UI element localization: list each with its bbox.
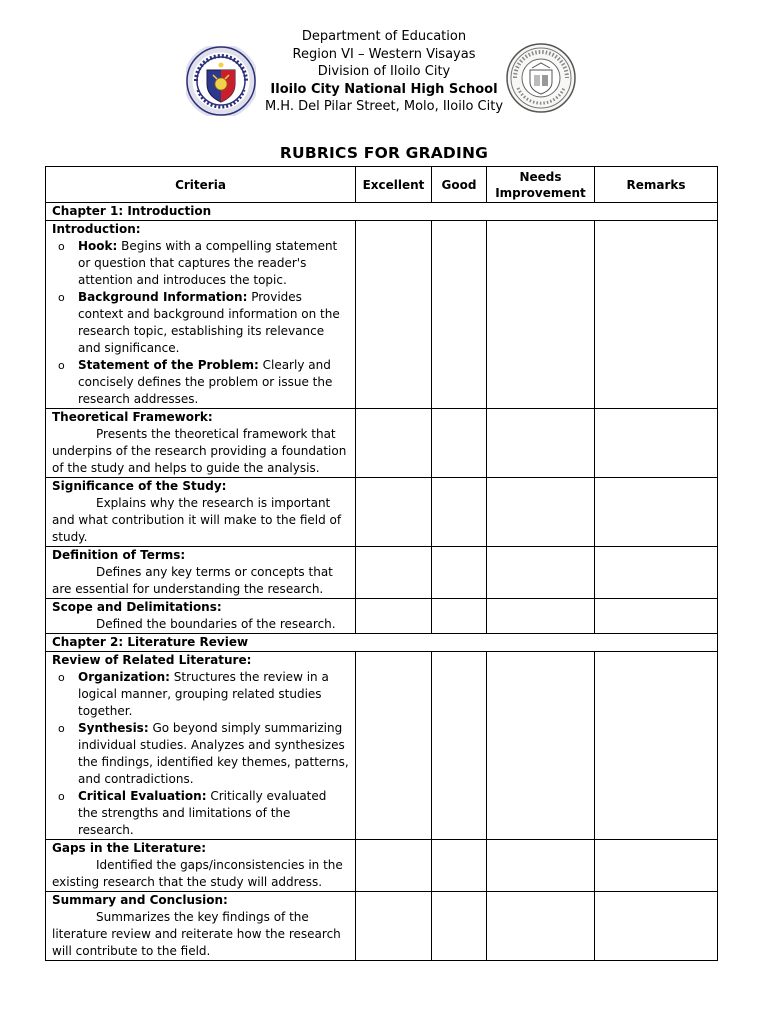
table-row	[46, 892, 718, 961]
list-item	[78, 720, 349, 788]
score-cell-good[interactable]	[432, 221, 487, 409]
score-cell-needs-improvement[interactable]	[487, 547, 595, 599]
region-name: Region VI – Western Visayas	[292, 46, 476, 62]
list-item	[78, 669, 349, 720]
column-header-excellent: Excellent	[356, 167, 432, 203]
section-title: Scope and Delimitations:	[52, 600, 222, 614]
section-description: Identified the gaps/inconsistencies in the existing research that the study will address.	[52, 858, 343, 889]
criteria-list	[52, 238, 349, 408]
school-address: M.H. Del Pilar Street, Molo, Iloilo City	[264, 99, 504, 114]
document-header	[0, 26, 768, 121]
section-title: Gaps in the Literature:	[52, 841, 207, 855]
section-description: Presents the theoretical framework that underpins of the research providing a foundation of the study and helps to guide the analysis.	[52, 427, 347, 475]
table-row	[46, 547, 718, 599]
remarks-cell[interactable]	[595, 221, 718, 409]
score-cell-excellent[interactable]	[356, 892, 432, 961]
score-cell-good[interactable]	[432, 478, 487, 547]
criterion-term: Critical Evaluation:	[78, 789, 207, 803]
rubric-table	[45, 166, 718, 961]
criterion-desc: Provides context and background information on the research topic, establishing its relevance and significance.	[78, 290, 340, 355]
score-cell-needs-improvement[interactable]	[487, 478, 595, 547]
remarks-cell[interactable]	[595, 652, 718, 840]
criterion-desc: Go beyond simply summarizing individual studies. Analyzes and synthesizes the findings, identified key themes, patterns, and contradictions.	[78, 721, 349, 786]
criterion-desc: Critically evaluated the strengths and limitations of the research.	[78, 789, 327, 837]
section-description: Explains why the research is important and what contribution it will make to the field of study.	[52, 496, 342, 544]
column-header-needs-improvement: Needs Improvement	[487, 167, 595, 203]
section-title: Summary and Conclusion:	[52, 893, 228, 907]
document-title: RUBRICS FOR GRADING	[279, 144, 489, 162]
score-cell-excellent[interactable]	[356, 409, 432, 478]
list-item	[78, 238, 349, 289]
section-description: Summarizes the key findings of the literature review and reiterate how the research will contribute to the field.	[52, 910, 341, 958]
school-name: Iloilo City National High School	[270, 81, 498, 97]
table-row	[46, 652, 718, 840]
criterion-term: Hook:	[78, 239, 118, 253]
criteria-cell-introduction	[46, 221, 356, 409]
department-name: Department of Education	[301, 29, 467, 44]
criterion-term: Synthesis:	[78, 721, 149, 735]
remarks-cell[interactable]	[595, 409, 718, 478]
section-title: Theoretical Framework:	[52, 410, 213, 424]
score-cell-needs-improvement[interactable]	[487, 892, 595, 961]
chapter-row	[46, 203, 718, 221]
score-cell-excellent[interactable]	[356, 599, 432, 634]
table-row	[46, 478, 718, 547]
column-header-good: Good	[432, 167, 487, 203]
criteria-cell-scope	[46, 599, 356, 634]
score-cell-needs-improvement[interactable]	[487, 652, 595, 840]
criteria-cell-significance	[46, 478, 356, 547]
table-row	[46, 840, 718, 892]
section-description: Defines any key terms or concepts that are essential for understanding the research.	[52, 565, 333, 596]
list-item	[78, 788, 349, 839]
criteria-cell-framework	[46, 409, 356, 478]
score-cell-good[interactable]	[432, 409, 487, 478]
score-cell-excellent[interactable]	[356, 547, 432, 599]
score-cell-good[interactable]	[432, 599, 487, 634]
table-header-row	[46, 167, 718, 203]
deped-seal-icon	[186, 46, 256, 116]
score-cell-good[interactable]	[432, 892, 487, 961]
section-title: Significance of the Study:	[52, 479, 227, 493]
criteria-cell-rrl	[46, 652, 356, 840]
division-name: Division of Iloilo City	[317, 64, 451, 79]
column-header-remarks: Remarks	[595, 167, 718, 203]
score-cell-good[interactable]	[432, 547, 487, 599]
remarks-cell[interactable]	[595, 547, 718, 599]
header-text-block	[250, 28, 518, 116]
criterion-term: Statement of the Problem:	[78, 358, 259, 372]
score-cell-good[interactable]	[432, 652, 487, 840]
score-cell-needs-improvement[interactable]	[487, 409, 595, 478]
remarks-cell[interactable]	[595, 892, 718, 961]
column-header-criteria: Criteria	[46, 167, 356, 203]
chapter-1-label: Chapter 1: Introduction	[46, 203, 718, 221]
section-title: Definition of Terms:	[52, 548, 186, 562]
section-description: Defined the boundaries of the research.	[96, 617, 336, 631]
criteria-cell-definition	[46, 547, 356, 599]
remarks-cell[interactable]	[595, 478, 718, 547]
remarks-cell[interactable]	[595, 840, 718, 892]
remarks-cell[interactable]	[595, 599, 718, 634]
criterion-desc: Clearly and concisely defines the problem or issue the research addresses.	[78, 358, 333, 406]
table-row	[46, 221, 718, 409]
score-cell-needs-improvement[interactable]	[487, 840, 595, 892]
chapter-2-label: Chapter 2: Literature Review	[46, 634, 718, 652]
score-cell-excellent[interactable]	[356, 840, 432, 892]
list-item	[78, 357, 349, 408]
chapter-row	[46, 634, 718, 652]
school-seal-icon	[506, 42, 576, 114]
criterion-term: Background Information:	[78, 290, 248, 304]
criterion-term: Organization:	[78, 670, 170, 684]
score-cell-excellent[interactable]	[356, 478, 432, 547]
list-item	[78, 289, 349, 357]
score-cell-excellent[interactable]	[356, 221, 432, 409]
section-title: Review of Related Literature:	[52, 653, 252, 667]
table-row	[46, 409, 718, 478]
criterion-desc: Structures the review in a logical manner, grouping related studies together.	[78, 670, 329, 718]
score-cell-good[interactable]	[432, 840, 487, 892]
score-cell-needs-improvement[interactable]	[487, 221, 595, 409]
criteria-list	[52, 669, 349, 839]
criteria-cell-summary	[46, 892, 356, 961]
table-row	[46, 599, 718, 634]
section-title: Introduction:	[52, 222, 141, 236]
criterion-desc: Begins with a compelling statement or question that captures the reader's attention and introduces the topic.	[78, 239, 338, 287]
criteria-cell-gaps	[46, 840, 356, 892]
score-cell-excellent[interactable]	[356, 652, 432, 840]
score-cell-needs-improvement[interactable]	[487, 599, 595, 634]
